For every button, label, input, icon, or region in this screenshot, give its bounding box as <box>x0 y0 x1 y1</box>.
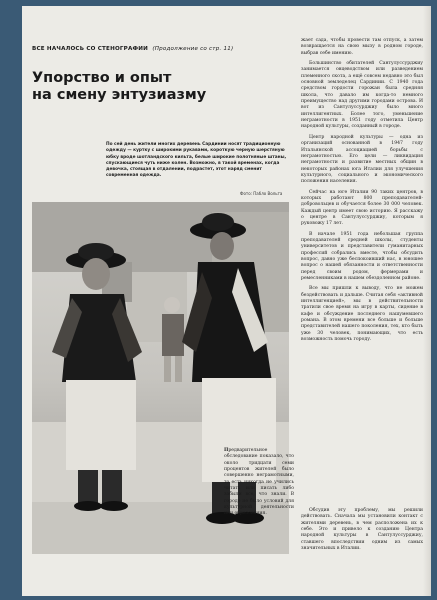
article-title-line-2: на смену энтузиазму <box>32 87 207 103</box>
paragraph-text: редварительное обследование показало, что около тридцати семи процентов жителей было совершенно неграмотными, то есть никогда не учились читать или писать либо забыли все, что знали. В городе не было условий для культурной деятельности или образования. <box>224 448 294 517</box>
page-edge <box>423 6 431 596</box>
photo-credit: Фото: Пабло Вольта <box>240 191 283 196</box>
photo-caption: По сей день жители многих деревень Сардинии носят традиционную одежду — куртку с широкими рукавами, короткую черную шерстяную юбку вроде шотландского кильта, белые широкие полотняные штаны, спускающиеся чуть ниже колен. Возможно, в такой временах, когда девочка, стоящая в отдалении, подрастет, этот наряд сменит современная одежда. <box>106 142 287 179</box>
paragraph: жает сада, чтобы провести там отпуск, а затем возвращается на свою мызу в родном городе, выбрав себе имению. <box>301 38 423 56</box>
section-header <box>32 46 234 52</box>
paragraph: Центр народной культуры — одна из организаций основанной в 1947 году Итальянской ассоциацией борьбы с неграмотностью. Его цели — ликвидация неграмотности и развитие местных общин в некоторых районах юга Италии для улучшения культурного, социального и экономического положения населения. <box>301 134 423 185</box>
article-title <box>32 70 222 104</box>
section-header-title: ВСЕ НАЧАЛОСЬ СО СТЕНОГРАФИИ <box>32 46 149 52</box>
paragraph <box>224 448 294 518</box>
magazine-page <box>22 6 431 596</box>
paragraph: Обсудив эту проблему, мы решили действовать. Сначала мы установили контакт с жителями деревень, в чем расположена их к себе. Это и привело к созданию Центра народной культуры в Сантулуссурджиу, ставшего впоследствии одним из самых значительных в Италии. <box>301 508 423 552</box>
paragraph: В начале 1951 года небольшая группа преподавателей средней школы, студенты университетов и представители гуманитарных профессий собрались вместе, чтобы обсудить вопрос, давно уже беспокоивший нас, в юношее вопрос о нашей обязанности и ответственности перед своим родом, фермерами и ремесленниками в нашем обездоленном районе. <box>301 231 423 282</box>
drop-cap: П <box>224 448 229 453</box>
article-title-line-1: Упорство и опыт <box>32 70 172 86</box>
text-column-bottom <box>224 448 294 518</box>
paragraph: Большинство обитателей Сантулуссурджиу занимается овцеводством или разведением племенного скота, а ещё совсем недавно это был основной земледелец Сардинии. С 1940 года средством гордости горожан была средняя школа, что давало им когда-то немного преимущество над другими городами острова. И вот из Сантулуссурджиу было много интеллигентных. Более того, уменьшение неграмотности в 1951 году отметила Центр народной культуры, созданный в городе. <box>301 61 423 130</box>
paragraph: Сейчас на юге Италии 90 таких центров, в которых работают 800 преподавателей-добровольцев и обучается более 30 000 человек. Каждый центр имеет свою историю. Я расскажу о центре в Сантулуссурджиу, которым я руковожу 17 лет. <box>301 189 423 227</box>
paragraph: Все мы пришли к выводу, что не можем бездействовать и дальше. Считая себя «активной интеллигенцией», мы в действительности тратили свое время на игру в карты, сидение в кафе и обсуждение последнего нашумевшего романа. В этом времени все больше и больше представителей нашего поколения, тех, кто быть уже 30 человек, понимающих, что есть возможность помочь городу. <box>301 286 423 343</box>
text-column-bottom-right <box>301 508 423 552</box>
text-column-right <box>301 38 423 343</box>
continuation-note: (Продолжение со стр. 11) <box>152 46 234 52</box>
